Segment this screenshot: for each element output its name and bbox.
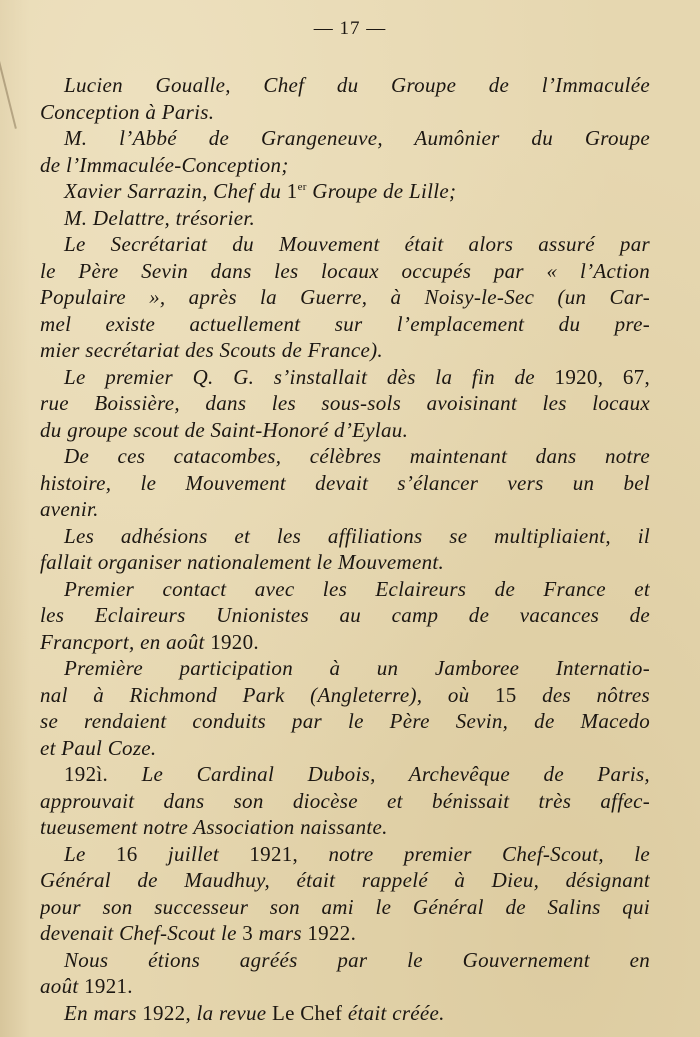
text-line	[40, 682, 650, 709]
text-span: Populaire », après la Guerre, à Noisy-le-Sec (un Car-	[40, 285, 650, 309]
text-line	[40, 443, 650, 470]
text-span: 192ì.	[64, 762, 109, 786]
text-line	[40, 99, 650, 126]
text-span: 16	[115, 841, 138, 866]
text-line	[40, 973, 650, 1000]
text-span: M. Delattre, trésorier.	[64, 205, 256, 230]
text-span: juillet	[137, 841, 250, 866]
text-span: la revue	[191, 1000, 272, 1025]
page-number: — 17 —	[313, 18, 387, 39]
text-span: Le Cardinal Dubois, Archevêque de Paris,	[108, 762, 650, 786]
text-line	[40, 470, 650, 497]
text-line	[40, 947, 650, 974]
text-line	[40, 337, 650, 364]
text-line	[40, 311, 650, 338]
journal-title: Le Chef	[271, 1000, 343, 1025]
text-span: 15	[494, 682, 517, 707]
text-line	[40, 735, 650, 762]
text-line	[40, 364, 650, 391]
text-span: mel existe actuellement sur l’emplacement du pre-	[40, 311, 650, 336]
text-span: En mars	[64, 1000, 143, 1025]
text-span: les Eclaireurs Unionistes au camp de vacances de	[40, 603, 650, 627]
text-span: nal à Richmond Park (Angleterre), où	[40, 682, 495, 707]
text-span: du groupe scout de Saint-Honoré d’Eylau.	[40, 417, 409, 442]
text-span: 1920, 67,	[554, 364, 650, 389]
text-span: Francport, en août	[40, 629, 211, 654]
page-gutter-shadow	[0, 41, 17, 129]
text-span: devenait Chef-Scout le	[40, 921, 243, 945]
text-span: 1921,	[249, 841, 299, 866]
text-line	[40, 417, 650, 444]
text-span: Groupe de Lille;	[306, 179, 457, 203]
text-span: août	[40, 974, 85, 998]
text-span: Conception à Paris.	[40, 99, 215, 124]
text-line	[40, 496, 650, 523]
text-line	[40, 761, 650, 788]
text-span: Premier contact avec les Eclaireurs de France et	[64, 576, 650, 601]
text-span: mier secrétariat des Scouts de France).	[40, 338, 383, 362]
text-span: approuvait dans son diocèse et bénissait très affec-	[40, 788, 650, 813]
text-span: de l’Immaculée-Conception;	[40, 152, 289, 177]
text-span: se rendaient conduits par le Père Sevin, de Macedo	[40, 709, 650, 733]
text-span: Le premier Q. G. s’installait dès la fin de	[64, 364, 555, 389]
text-line	[40, 390, 650, 417]
text-line	[40, 152, 650, 179]
text-span: 1921.	[84, 974, 133, 998]
text-line	[40, 867, 650, 894]
text-span: avenir.	[40, 497, 99, 521]
text-span: De ces catacombes, célèbres maintenant dans notre	[64, 444, 650, 468]
text-line	[40, 576, 650, 603]
text-line	[40, 523, 650, 550]
text-span: 1	[286, 179, 298, 203]
text-line	[40, 178, 650, 205]
text-span: le Père Sevin dans les locaux occupés par « l’Action	[40, 258, 650, 283]
text-line	[40, 708, 650, 735]
text-span: Les adhésions et les affiliations se multipliaient, il	[64, 523, 650, 548]
text-span: Nous étions agréés par le Gouvernement en	[64, 947, 650, 972]
text-line	[40, 258, 650, 285]
text-span: histoire, le Mouvement devait s’élancer vers un bel	[40, 470, 650, 495]
text-span: rue Boissière, dans les sous-sols avoisinant les locaux	[40, 391, 650, 415]
text-line	[40, 629, 650, 656]
text-line	[40, 125, 650, 152]
text-span: Le	[64, 841, 116, 866]
text-line	[40, 814, 650, 841]
text-span: notre premier Chef-Scout, le	[298, 841, 650, 866]
text-span: était créée.	[342, 1000, 445, 1025]
text-span: Première participation à un Jamboree Internatio-	[64, 656, 650, 680]
text-span: des nôtres	[516, 682, 650, 707]
text-line	[40, 841, 650, 868]
text-line	[40, 1000, 650, 1027]
text-span: fallait organiser nationalement le Mouvement.	[40, 550, 445, 574]
text-span: tueusement notre Association naissante.	[40, 815, 388, 839]
superscript: er	[297, 181, 307, 193]
text-span: 3	[242, 921, 254, 945]
text-span: Le Secrétariat du Mouvement était alors assuré par	[64, 232, 650, 256]
text-line	[40, 549, 650, 576]
text-span: et Paul Coze.	[40, 735, 157, 760]
text-line	[40, 655, 650, 682]
text-span: Général de Maudhuy, était rappelé à Dieu, désignant	[40, 868, 650, 892]
text-line	[40, 920, 650, 947]
text-span: mars	[253, 921, 308, 945]
text-line	[40, 602, 650, 629]
text-span: pour son successeur son ami le Général de Salins qui	[40, 894, 650, 919]
text-span: 1922.	[307, 921, 357, 945]
text-span: Lucien Goualle, Chef du Groupe de l’Immaculée	[64, 73, 650, 97]
text-span: M. l’Abbé de Grangeneuve, Aumônier du Groupe	[64, 126, 650, 150]
text-line	[40, 205, 650, 232]
text-span: Xavier Sarrazin, Chef du	[64, 179, 287, 203]
text-line	[40, 788, 650, 815]
body-text	[40, 72, 650, 1026]
text-line	[40, 284, 650, 311]
text-span: 1922,	[142, 1000, 191, 1025]
text-line	[40, 231, 650, 258]
text-line	[40, 72, 650, 99]
text-span: 1920.	[210, 629, 259, 654]
text-line	[40, 894, 650, 921]
